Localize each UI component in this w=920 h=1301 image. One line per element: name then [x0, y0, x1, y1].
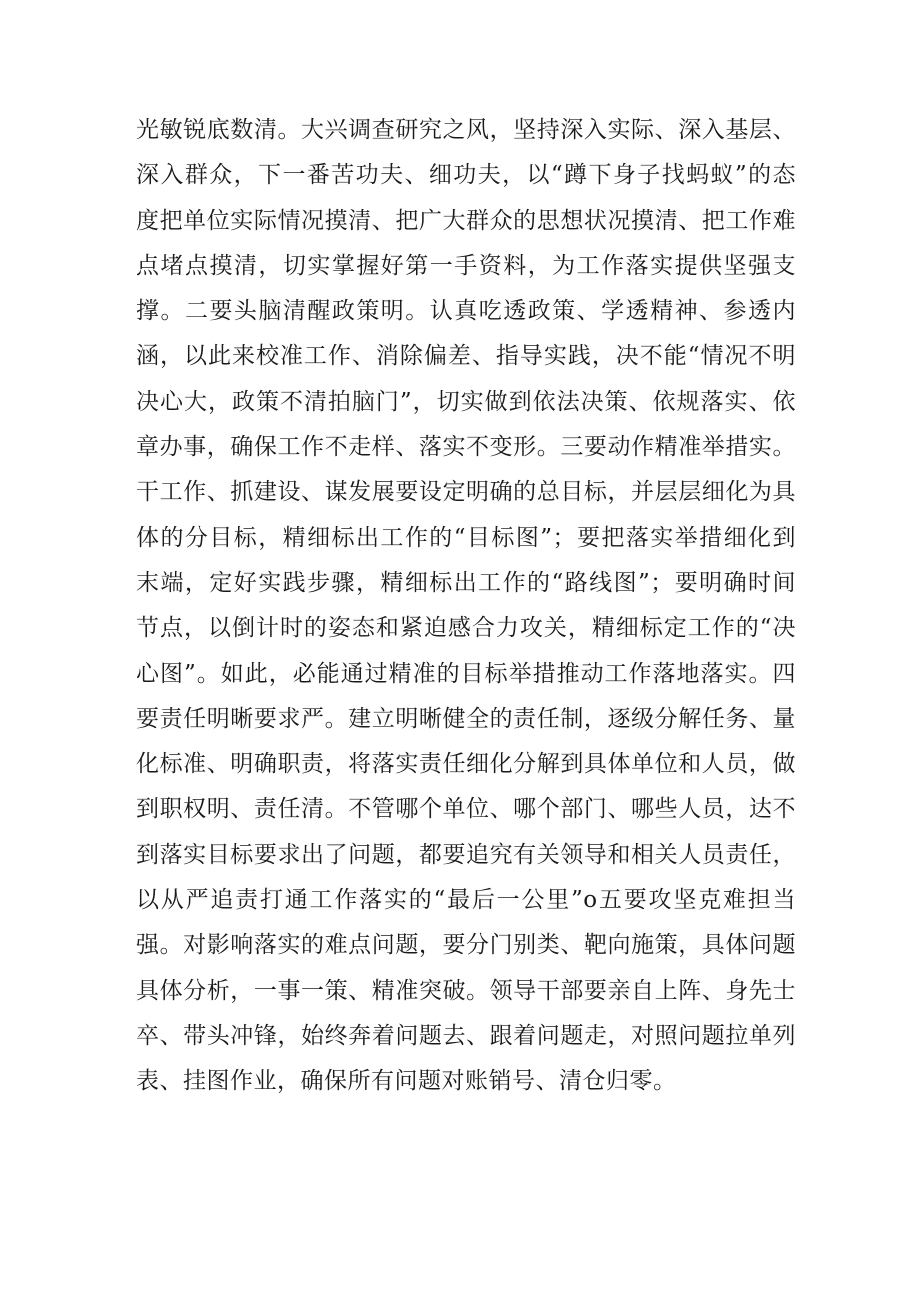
text-line: 决心大，政策不清拍脑门”，切实做到依法决策、依规落实、依	[136, 388, 796, 415]
text-line: 涵，以此来校准工作、消除偏差、指导实践，决不能“情况不明	[136, 343, 796, 370]
text-line: 要责任明晰要求严。建立明晰健全的责任制，逐级分解任务、量	[136, 705, 796, 732]
text-line: 到职权明、责任清。不管哪个单位、哪个部门、哪些人员，达不	[136, 796, 796, 823]
text-line: 干工作、抓建设、谋发展要设定明确的总目标，并层层细化为具	[136, 479, 796, 506]
body-text	[136, 108, 796, 1105]
text-line: 节点，以倒计时的姿态和紧迫感合力攻关，精细标定工作的“决	[136, 615, 796, 642]
text-line: 体的分目标，精细标出工作的“目标图”；要把落实举措细化到	[136, 524, 796, 551]
text-line: 光敏锐底数清。大兴调查研究之风，坚持深入实际、深入基层、	[136, 117, 796, 143]
text-line: 以从严追责打通工作落实的“最后一公里”o五要攻坚克难担当	[136, 887, 796, 914]
text-line: 强。对影响落实的难点问题，要分门别类、靶向施策，具体问题	[136, 932, 796, 959]
text-line: 具体分析，一事一策、精准突破。领导干部要亲自上阵、身先士	[136, 977, 796, 1004]
text-line: 心图”。如此，必能通过精准的目标举措推动工作落地落实。四	[136, 660, 796, 687]
text-line: 末端，定好实践步骤，精细标出工作的“路线图”；要明确时间	[136, 569, 796, 596]
text-line: 卒、带头冲锋，始终奔着问题去、跟着问题走，对照问题拉单列	[136, 1022, 796, 1049]
text-line: 撑。二要头脑清醒政策明。认真吃透政策、学透精神、参透内	[136, 298, 796, 325]
text-line: 点堵点摸清，切实掌握好第一手资料，为工作落实提供坚强支	[136, 252, 796, 279]
text-line: 表、挂图作业，确保所有问题对账销号、清仓归零。	[136, 1068, 677, 1095]
text-line: 章办事，确保工作不走样、落实不变形。三要动作精准举措实。	[136, 434, 796, 461]
text-line: 度把单位实际情况摸清、把广大群众的思想状况摸清、把工作难	[136, 207, 796, 234]
text-line: 到落实目标要求出了问题，都要追究有关领导和相关人员责任，	[136, 841, 796, 868]
text-line: 化标准、明确职责，将落实责任细化分解到具体单位和人员，做	[136, 751, 796, 778]
text-line: 深入群众，下一番苦功夫、细功夫，以“蹲下身子找蚂蚁”的态	[136, 162, 796, 189]
